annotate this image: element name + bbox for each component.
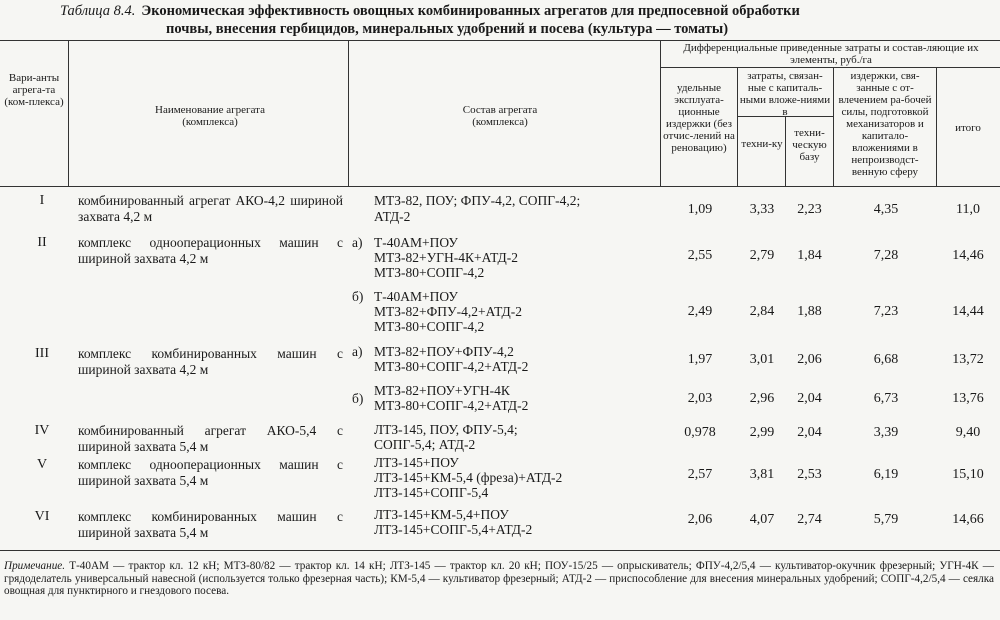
header-total: итого bbox=[955, 122, 981, 134]
composition-line: ЛТЗ-145+КМ-5,4+ПОУ bbox=[374, 507, 509, 522]
total-cost: 13,72 bbox=[952, 352, 984, 367]
composition-line: ЛТЗ-145+СОПГ-5,4 bbox=[374, 485, 489, 500]
composition-line: МТЗ-82+ПОУ+УГН-4К bbox=[374, 383, 510, 398]
option-mark: а) bbox=[352, 344, 363, 359]
operating-cost: 2,49 bbox=[687, 304, 713, 319]
labor-cost: 6,68 bbox=[873, 352, 899, 367]
total-cost: 14,44 bbox=[952, 304, 984, 319]
base-cost: 2,23 bbox=[797, 202, 822, 217]
col-divider-1 bbox=[68, 40, 69, 186]
table-row bbox=[0, 344, 1000, 380]
machinery-cost: 2,96 bbox=[749, 391, 775, 406]
variant-number: IV bbox=[34, 423, 50, 438]
base-cost: 1,88 bbox=[797, 304, 822, 319]
aggregate-name: комбинированный агрегат АКО-4,2 шириной захвата 4,2 м bbox=[78, 193, 343, 224]
aggregate-name: комплекс однооперационных машин с шириной захвата 5,4 м bbox=[78, 457, 343, 488]
header-labor: издержки, свя-занные с от-влечением ра-бочей силы, подготовкой механизаторов и капитало-вложениями в непроизводст-венную сферу bbox=[838, 70, 932, 178]
option-mark: б) bbox=[352, 391, 364, 406]
labor-cost: 4,35 bbox=[873, 202, 899, 217]
machinery-cost: 2,84 bbox=[749, 304, 775, 319]
col-divider-7 bbox=[936, 67, 937, 186]
table-footnote bbox=[4, 560, 994, 598]
col-divider-5 bbox=[785, 116, 786, 186]
composition-line: МТЗ-82, ПОУ; ФПУ-4,2, СОПГ-4,2; bbox=[374, 193, 581, 208]
composition-line: ЛТЗ-145+СОПГ-5,4+АТД-2 bbox=[374, 522, 533, 537]
composition-line: МТЗ-82+ФПУ-4,2+АТД-2 bbox=[374, 304, 522, 319]
composition-line: МТЗ-80+СОПГ-4,2+АТД-2 bbox=[374, 359, 529, 374]
total-cost: 13,76 bbox=[952, 391, 984, 406]
header-variants: Вари-анты агрега-та (ком-плекса) bbox=[4, 72, 64, 108]
labor-cost: 3,39 bbox=[873, 425, 899, 440]
caption-line-2: почвы, внесения гербицидов, минеральных удобрений и посева (культура — томаты) bbox=[166, 21, 729, 37]
total-cost: 14,46 bbox=[952, 248, 984, 263]
base-cost: 2,04 bbox=[797, 425, 822, 440]
operating-cost: 1,97 bbox=[687, 352, 713, 367]
col-divider-3 bbox=[660, 40, 661, 186]
table-row bbox=[0, 289, 1000, 339]
operating-cost: 1,09 bbox=[687, 202, 713, 217]
total-cost: 14,66 bbox=[952, 512, 984, 527]
base-cost: 2,04 bbox=[797, 391, 822, 406]
base-cost: 2,06 bbox=[797, 352, 822, 367]
machinery-cost: 3,33 bbox=[749, 202, 775, 217]
aggregate-name: комбинированный агрегат АКО-5,4 с шириной захвата 5,4 м bbox=[78, 423, 343, 454]
operating-cost: 2,06 bbox=[687, 512, 713, 527]
option-mark: б) bbox=[352, 289, 364, 304]
labor-cost: 7,28 bbox=[873, 248, 899, 263]
labor-cost: 7,23 bbox=[873, 304, 899, 319]
header-composition: Состав агрегата (комплекса) bbox=[462, 104, 538, 128]
col-divider-2 bbox=[348, 40, 349, 186]
labor-cost: 6,19 bbox=[873, 467, 899, 482]
composition-line: МТЗ-80+СОПГ-4,2+АТД-2 bbox=[374, 398, 529, 413]
aggregate-name: комплекс однооперационных машин с шириной захвата 4,2 м bbox=[78, 235, 343, 266]
table-row bbox=[0, 507, 1000, 545]
table-caption bbox=[60, 2, 995, 38]
base-cost: 2,74 bbox=[797, 512, 822, 527]
composition-line: МТЗ-80+СОПГ-4,2 bbox=[374, 265, 485, 280]
composition-line: Т-40АМ+ПОУ bbox=[374, 235, 458, 250]
composition-line: Т-40АМ+ПОУ bbox=[374, 289, 458, 304]
base-cost: 1,84 bbox=[797, 248, 822, 263]
composition-line: СОПГ-5,4; АТД-2 bbox=[374, 437, 476, 452]
composition-line: МТЗ-80+СОПГ-4,2 bbox=[374, 319, 485, 334]
labor-cost: 6,73 bbox=[873, 391, 899, 406]
machinery-cost: 3,01 bbox=[749, 352, 775, 367]
table-row bbox=[0, 422, 1000, 456]
header-costs-group: Дифференциальные приведенные затраты и состав-ляющие их элементы, руб./га bbox=[683, 42, 979, 66]
machinery-cost: 3,81 bbox=[749, 467, 775, 482]
total-cost: 11,0 bbox=[956, 202, 980, 217]
composition-line: МТЗ-82+ПОУ+ФПУ-4,2 bbox=[374, 344, 514, 359]
operating-cost: 2,55 bbox=[687, 248, 713, 263]
composition-line: МТЗ-82+УГН-4К+АТД-2 bbox=[374, 250, 519, 265]
composition-line: АТД-2 bbox=[374, 209, 411, 224]
table-row bbox=[0, 235, 1000, 285]
footnote-text: Т-40АМ — трактор кл. 12 кН; МТЗ-80/82 — трактор кл. 14 кН; ЛТЗ-145 — трактор кл. 20 кН; ПОУ-15/25 — опрыскиватель; ФПУ-4,2/5,4 — культиватор-окучник фрезерный; УГН-4К — грядоделатель универсальный навесной (используется только фрезерная часть); КМ-5,4 — культиватор фрезерный; АТД-2 — приспособление для внесения минеральных удобрений; СОПГ-4,2/5,4 — сеялка овощная для пунктирного и гнездового посева. bbox=[4, 560, 994, 597]
footnote-label: Примечание. bbox=[4, 560, 66, 572]
operating-cost: 2,03 bbox=[687, 391, 713, 406]
variant-number: VI bbox=[34, 509, 50, 524]
aggregate-name: комплекс комбинированных машин с шириной захвата 4,2 м bbox=[78, 346, 343, 377]
base-cost: 2,53 bbox=[797, 467, 822, 482]
total-cost: 9,40 bbox=[955, 425, 981, 440]
labor-cost: 5,79 bbox=[873, 512, 899, 527]
header-capital-group: затраты, связан-ные с капиталь-ными вложе-ниями в bbox=[739, 70, 831, 118]
header-base: техни-ческую базу bbox=[792, 127, 827, 163]
header-name: Наименование агрегата (комплекса) bbox=[155, 104, 265, 128]
col-divider-4 bbox=[737, 67, 738, 186]
table-top-rule bbox=[0, 40, 1000, 41]
variant-number: II bbox=[37, 235, 47, 250]
variant-number: I bbox=[39, 193, 45, 208]
variant-number: III bbox=[35, 346, 49, 361]
composition-line: ЛТЗ-145+ПОУ bbox=[374, 455, 459, 470]
total-cost: 15,10 bbox=[952, 467, 984, 482]
machinery-cost: 2,99 bbox=[749, 425, 775, 440]
composition-line: ЛТЗ-145, ПОУ, ФПУ-5,4; bbox=[374, 422, 518, 437]
table-row bbox=[0, 455, 1000, 505]
machinery-cost: 2,79 bbox=[749, 248, 775, 263]
operating-cost: 2,57 bbox=[687, 467, 713, 482]
table-number: Таблица 8.4. bbox=[60, 3, 136, 19]
header-machinery: техни-ку bbox=[741, 138, 783, 150]
header-bottom-rule bbox=[0, 186, 1000, 187]
costs-group-rule bbox=[660, 67, 1000, 68]
variant-number: V bbox=[36, 457, 48, 472]
table-row bbox=[0, 383, 1000, 419]
machinery-cost: 4,07 bbox=[749, 512, 775, 527]
table-row bbox=[0, 193, 1000, 233]
header-operating: удельные эксплуата-ционные издержки (без отчис-лений на реновацию) bbox=[663, 82, 735, 154]
table-bottom-rule bbox=[0, 550, 1000, 551]
composition-line: ЛТЗ-145+КМ-5,4 (фреза)+АТД-2 bbox=[374, 470, 563, 485]
option-mark: а) bbox=[352, 235, 363, 250]
operating-cost: 0,978 bbox=[684, 425, 716, 440]
aggregate-name: комплекс комбинированных машин с шириной захвата 5,4 м bbox=[78, 509, 343, 540]
col-divider-6 bbox=[833, 67, 834, 186]
caption-line-1: Экономическая эффективность овощных комбинированных агрегатов для предпосевной обработки bbox=[141, 3, 800, 19]
